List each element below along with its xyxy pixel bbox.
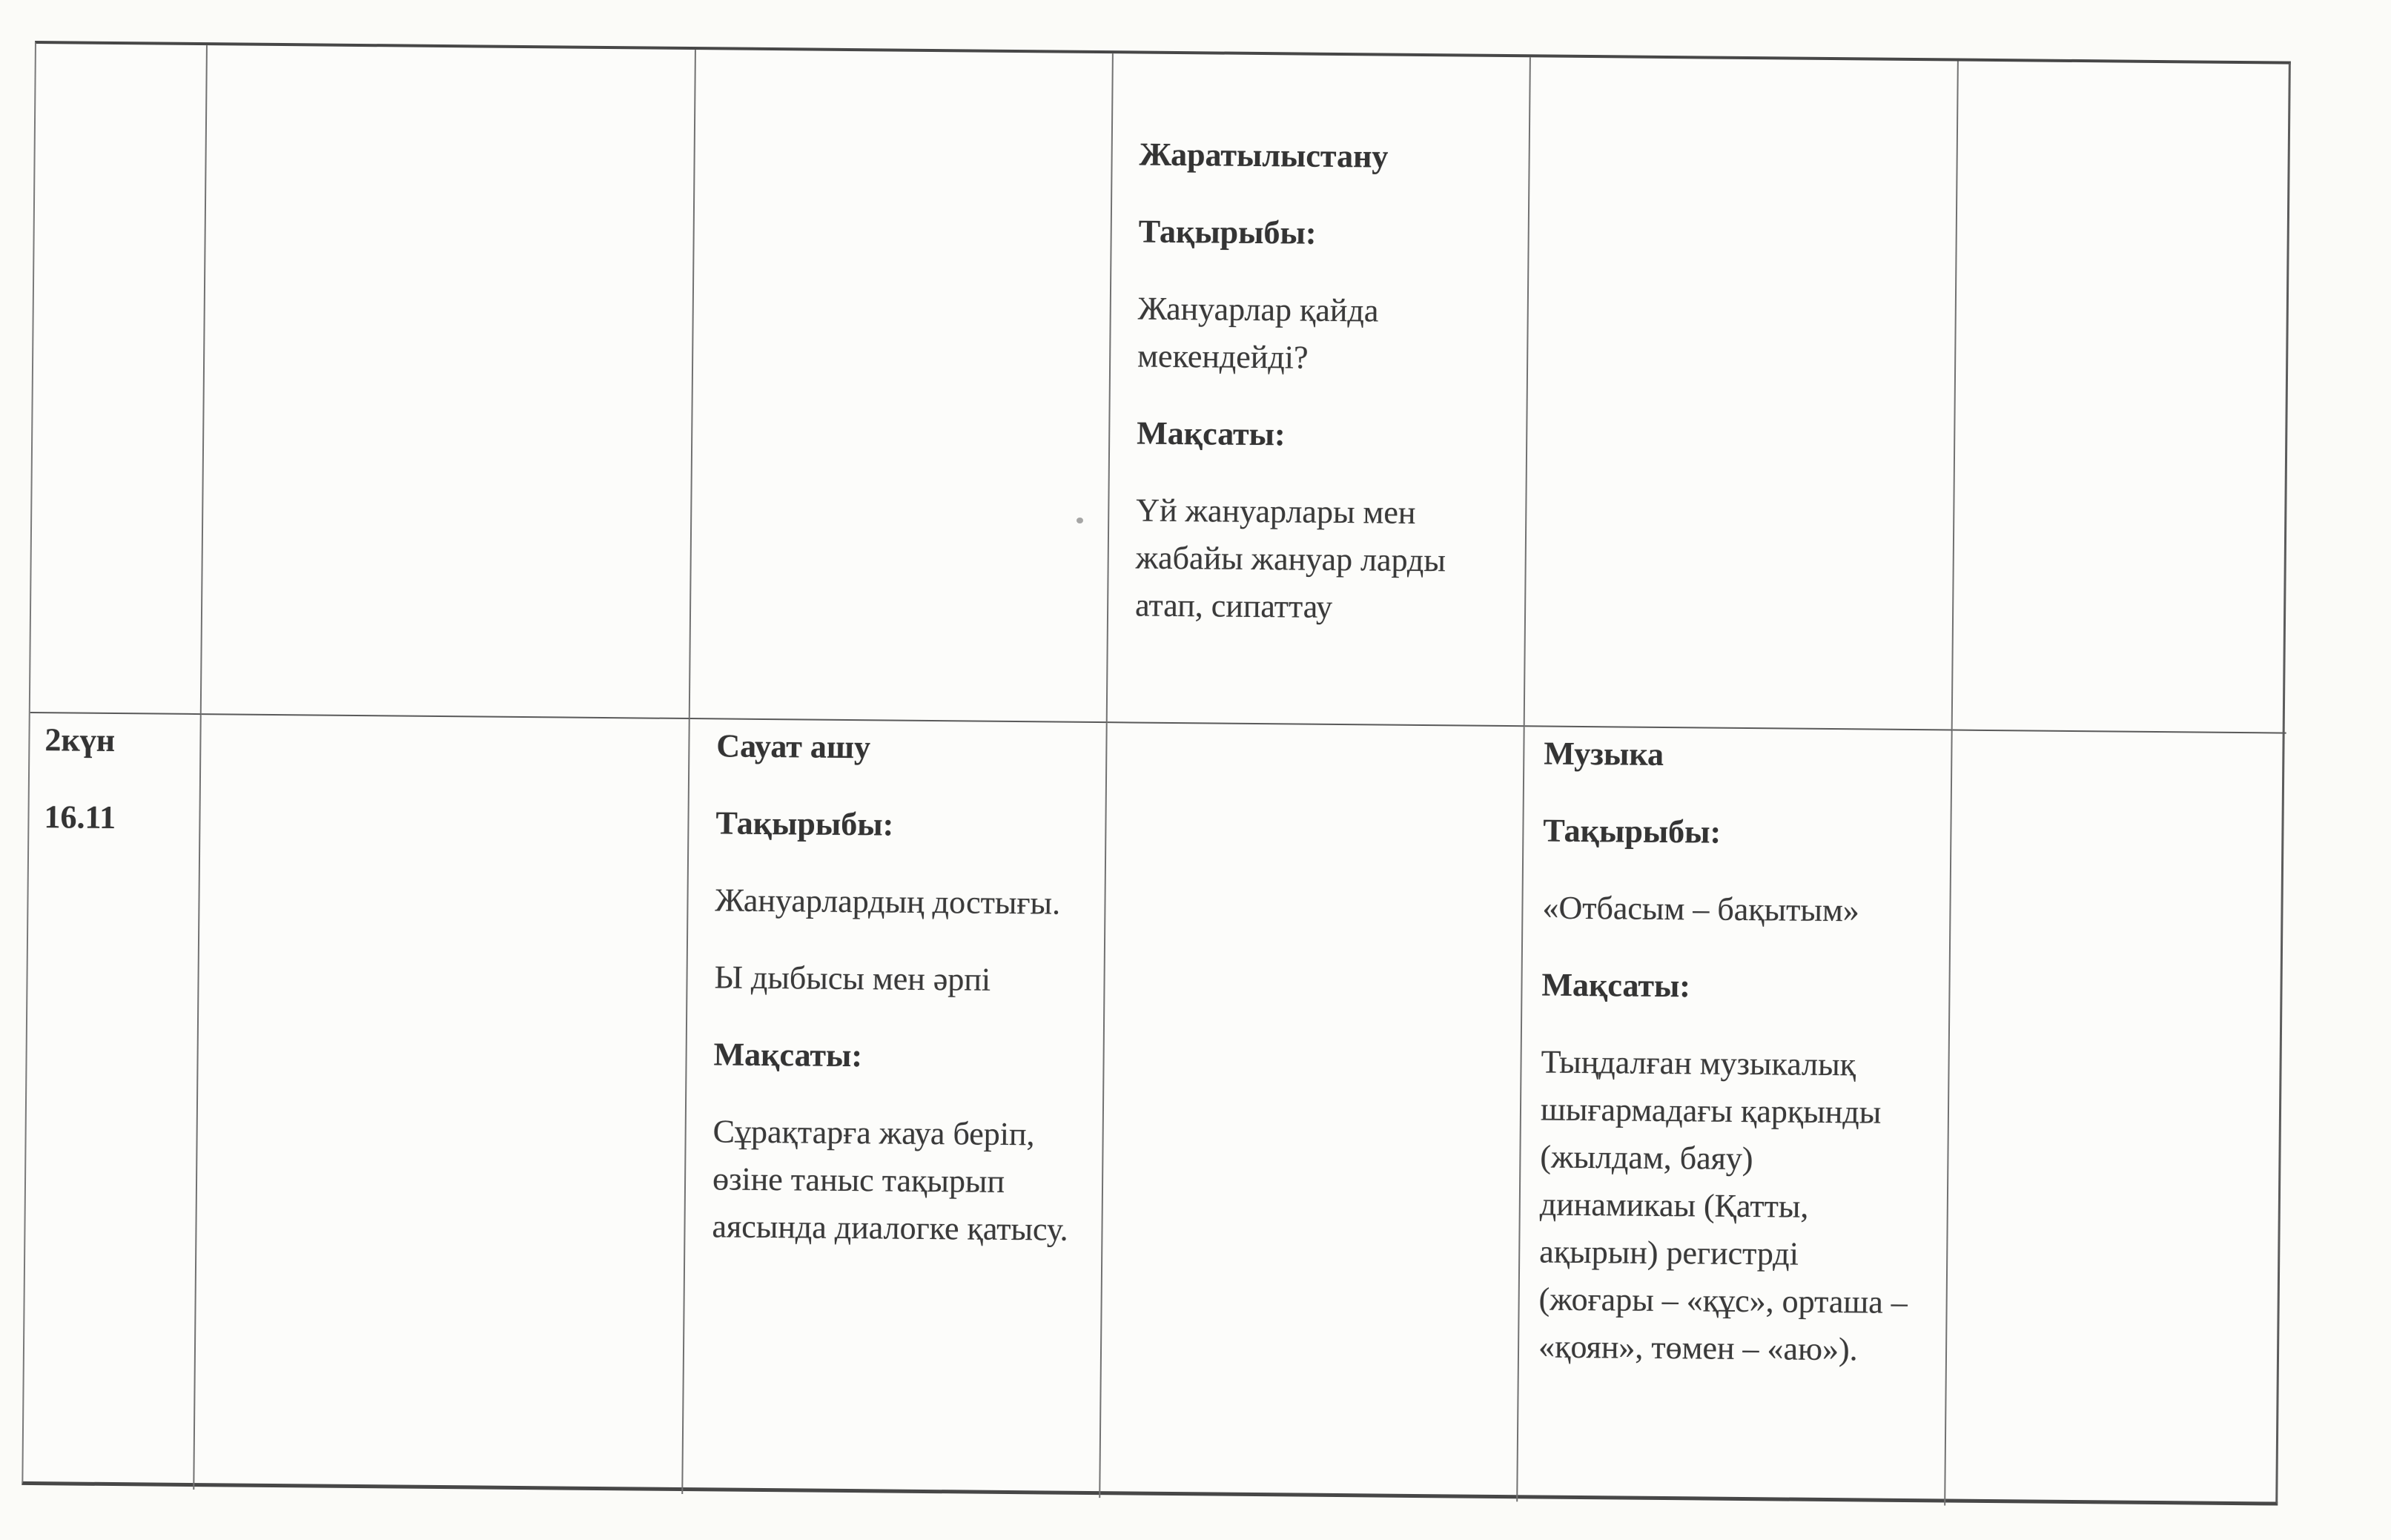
cell-r1-col5-empty bbox=[1525, 57, 1959, 730]
lesson-plan-table bbox=[22, 41, 2291, 1506]
cell-r1-col6-empty bbox=[1953, 62, 2292, 734]
science-topic-label: Тақырыбы: bbox=[1138, 213, 1317, 251]
cell-r1-col2-empty bbox=[202, 45, 696, 719]
cell-r2-col2-empty bbox=[194, 715, 689, 1494]
cell-r2-music bbox=[1518, 727, 1952, 1505]
day-number: 2күн bbox=[44, 721, 116, 759]
scan-speck bbox=[1077, 518, 1083, 523]
cell-r2-day bbox=[23, 713, 201, 1490]
cell-r2-col6-empty bbox=[1945, 731, 2286, 1509]
literacy-goal-label: Мақсаты: bbox=[713, 1036, 863, 1074]
music-goal-text: Тыңдалған музыкалық шығармадағы қарқынды (жылдам, баяу) динамикаы (Қатты, ақырын) регистрді (жоғары – «құс», орташа – «қоян», төмен – «аю»). bbox=[1538, 1043, 1908, 1368]
science-goal-label: Мақсаты: bbox=[1137, 414, 1286, 453]
literacy-topic-label: Тақырыбы: bbox=[715, 804, 894, 843]
music-topic-label: Тақырыбы: bbox=[1543, 812, 1722, 850]
music-goal-label: Мақсаты: bbox=[1541, 966, 1691, 1005]
cell-r2-literacy bbox=[683, 719, 1107, 1498]
literacy-subject-title: Сауат ашу bbox=[716, 727, 871, 766]
cell-r2-col4-empty bbox=[1100, 723, 1524, 1501]
cell-r1-day-empty bbox=[30, 44, 208, 715]
science-topic-text: Жануарлар қайда мекендейді? bbox=[1137, 290, 1379, 376]
cell-r1-science bbox=[1108, 53, 1531, 727]
literacy-goal-text: Сұрақтарға жауа беріп, өзіне таныс тақырып аясында диалогке қатысу. bbox=[712, 1113, 1068, 1248]
literacy-topic-letter: Ы дыбысы мен әрпі bbox=[714, 959, 991, 998]
science-subject-title: Жаратылыстану bbox=[1139, 136, 1389, 175]
music-topic-text: «Отбасым – бақытым» bbox=[1542, 889, 1860, 929]
music-subject-title: Музыка bbox=[1544, 735, 1664, 773]
cell-r1-col3-empty bbox=[690, 50, 1114, 723]
day-date: 16.11 bbox=[44, 799, 116, 836]
science-goal-text: Үй жануарлары мен жабайы жануар ларды атап, сипаттау bbox=[1134, 492, 1446, 625]
literacy-topic-sentence: Жануарлардың достығы. bbox=[715, 882, 1061, 922]
